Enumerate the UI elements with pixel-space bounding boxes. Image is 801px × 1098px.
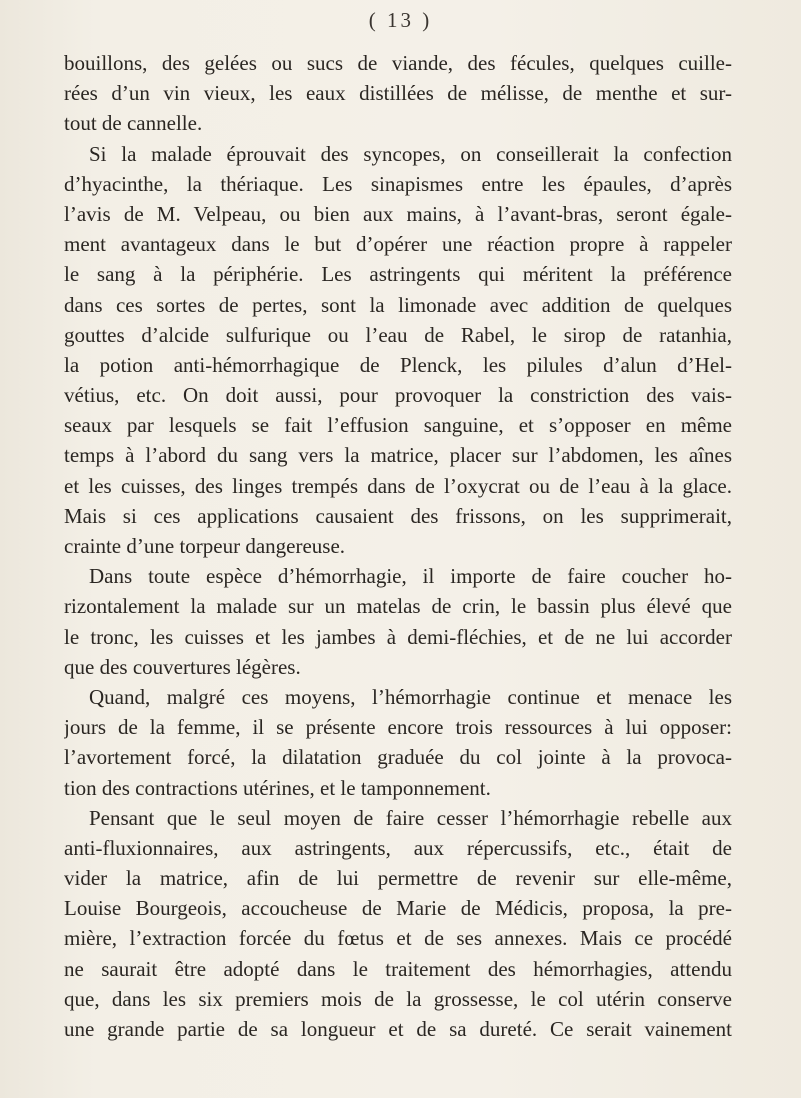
text-line: Pensant que le seul moyen de faire cesser l’hémorrhagie rebelle aux: [89, 805, 732, 830]
text-line: Dans toute espèce d’hémorrhagie, il importe de faire coucher ho-: [89, 564, 732, 589]
text-line: que, dans les six premiers mois de la grossesse, le col utérin conserve: [64, 986, 732, 1011]
text-line: dans ces sortes de pertes, sont la limonade avec addition de quelques: [64, 292, 732, 317]
text-line: l’avis de M. Velpeau, ou bien aux mains, à l’avant-bras, seront égale-: [64, 201, 732, 226]
text-line: la potion anti-hémorrhagique de Plenck, les pilules d’alun d’Hel-: [64, 352, 732, 377]
text-line: Louise Bourgeois, accoucheuse de Marie de Médicis, proposa, la pre-: [64, 896, 732, 921]
text-line: tout de cannelle.: [64, 111, 203, 136]
text-line: ment avantageux dans le but d’opérer une réaction propre à rappeler: [64, 232, 732, 257]
text-line: rizontalement la malade sur un matelas de crin, le bassin plus élevé que: [64, 594, 732, 619]
text-line: Si la malade éprouvait des syncopes, on conseillerait la confection: [89, 141, 732, 166]
text-line: vider la matrice, afin de lui permettre de revenir sur elle-même,: [64, 866, 732, 891]
text-line: gouttes d’alcide sulfurique ou l’eau de Rabel, le sirop de ratanhia,: [64, 322, 732, 347]
page-number: ( 13 ): [368, 8, 433, 32]
text-line: crainte d’une torpeur dangereuse.: [64, 534, 346, 558]
text-line: le sang à la périphérie. Les astringents qui méritent la préférence: [64, 262, 732, 287]
text-line: Mais si ces applications causaient des frissons, on les supprimerait,: [64, 503, 732, 528]
text-line: mière, l’extraction forcée du fœtus et de ses annexes. Mais ce procédé: [64, 926, 732, 951]
text-line: ne saurait être adopté dans le traitement des hémorrhagies, attendu: [64, 956, 732, 981]
text-line: vétius, etc. On doit aussi, pour provoquer la constriction des vais-: [64, 383, 732, 408]
text-line: rées d’un vin vieux, les eaux distillées de mélisse, de menthe et sur-: [64, 81, 732, 106]
text-line: l’avortement forcé, la dilatation graduée du col jointe à la provoca-: [64, 745, 732, 770]
text-line: Quand, malgré ces moyens, l’hémorrhagie continue et menace les: [89, 684, 732, 709]
text-line: une grande partie de sa longueur et de sa dureté. Ce serait vainement: [64, 1017, 732, 1041]
text-line: d’hyacinthe, la thériaque. Les sinapismes entre les épaules, d’après: [64, 171, 732, 196]
text-line: jours de la femme, il se présente encore trois ressources à lui opposer:: [64, 715, 732, 740]
text-line: seaux par lesquels se fait l’effusion sanguine, et s’opposer en même: [64, 413, 732, 438]
text-line: bouillons, des gelées ou sucs de viande, des fécules, quelques cuille-: [64, 51, 732, 75]
body-text: [64, 48, 732, 1044]
text-line: et les cuisses, des linges trempés dans de l’oxycrat ou de l’eau à la glace.: [64, 473, 732, 498]
text-line: le tronc, les cuisses et les jambes à demi-fléchies, et de ne lui accorder: [64, 624, 732, 649]
text-line: que des couvertures légères.: [64, 654, 301, 679]
text-line: temps à l’abord du sang vers la matrice, placer sur l’abdomen, les aînes: [64, 443, 732, 468]
text-line: tion des contractions utérines, et le tamponnement.: [64, 775, 491, 800]
text-line: anti-fluxionnaires, aux astringents, aux répercussifs, etc., était de: [64, 835, 732, 860]
